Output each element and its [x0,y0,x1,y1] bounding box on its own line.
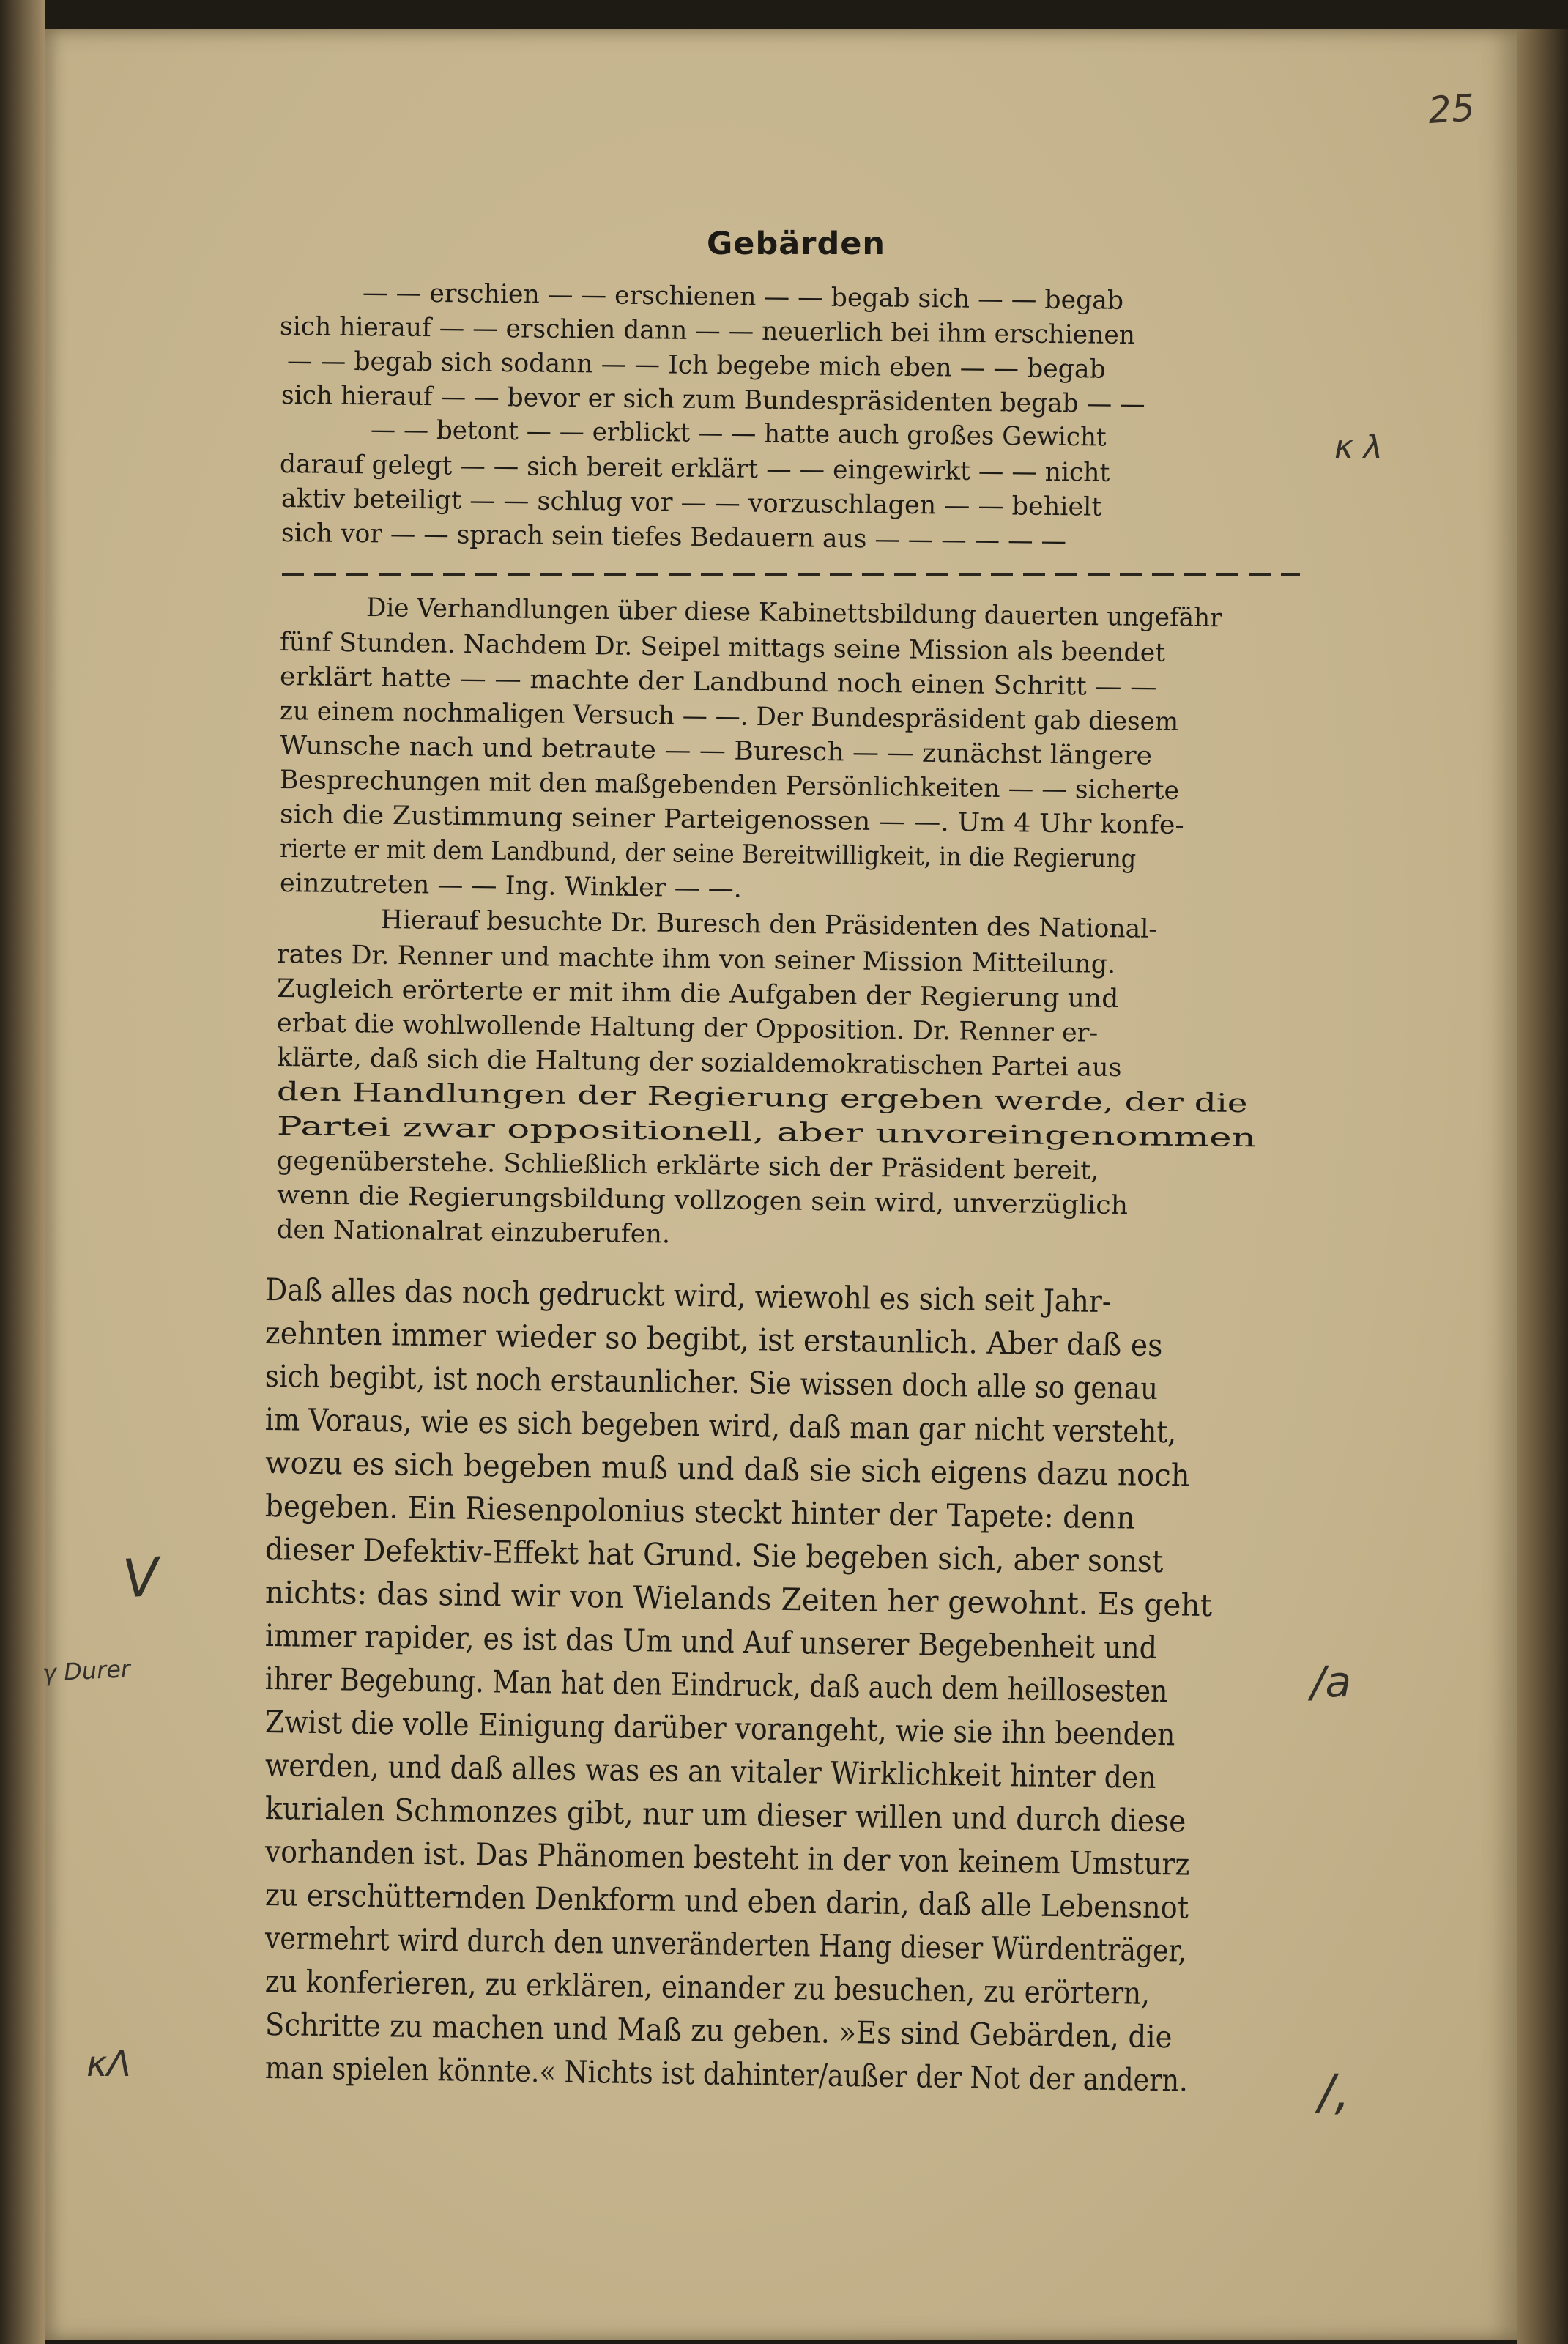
text-line: sich die Zustimmung seiner Parteigenossen — —. Um 4 Uhr konfe- [279,800,1184,841]
text-line: immer rapider, es ist das Um und Auf unserer Begebenheit und [264,1617,1158,1666]
text-line: vermehrt wird durch den unveränderten Hang dieser Würdenträger, [264,1920,1187,1969]
text-line: Wunsche nach und betraute — — Buresch — — zunächst längere [279,731,1153,771]
text-line: kurialen Schmonzes gibt, nur um dieser willen und durch diese [264,1790,1186,1839]
margin-note-right: κ λ [1334,429,1383,466]
margin-note-right: /, [1318,2064,1350,2121]
text-line: — — betont — — erblickt — — hatte auch großes Gewicht [370,415,1107,453]
text-line: wenn die Regierungsbildung vollzogen sein wird, unverzüglich [276,1181,1129,1221]
text-line: Besprechungen mit den maßgebenden Persönlichkeiten — — sicherte [279,765,1180,806]
text-line: erklärt hatte — — machte der Landbund noch einen Schritt — — [279,662,1157,702]
book-gutter [0,0,45,2344]
text-line: Partei zwar oppositionell, aber unvoreingenommen [276,1112,1257,1154]
margin-note-right: /a [1311,1657,1352,1707]
text-line: zu einem nochmaligen Versuch — —. Der Bundespräsident gab diesem [279,697,1179,737]
text-line: sich begibt, ist noch erstaunlicher. Sie wissen doch alle so genau [264,1358,1159,1407]
text-line: aktiv beteiligt — — schlug vor — — vorzuschlagen — — behielt [280,484,1102,522]
margin-note-left: V [121,1546,162,1610]
text-line: zu konferieren, zu erklären, einander zu besuchen, zu erörtern, [264,1963,1151,2011]
text-line: Schritte zu machen und Maß zu geben. »Es sind Gebärden, die [264,2006,1173,2055]
margin-note-left: γ Durer [42,1654,131,1688]
text-line: sich vor — — sprach sein tiefes Bedauern aus — — — — — — [280,519,1067,557]
text-line: im Voraus, wie es sich begeben wird, daß man gar nicht versteht, [264,1401,1177,1450]
margin-note-left: κΛ [86,2044,132,2085]
text-line: fünf Stunden. Nachdem Dr. Seipel mittags seine Mission als beendet [279,628,1166,668]
section-title: Gebärden [707,226,886,262]
text-line: rates Dr. Renner und machte ihm von seiner Mission Mitteilung. [276,940,1116,979]
text-line: ihrer Begebung. Man hat den Eindruck, daß auch dem heillosesten [264,1661,1168,1710]
text-line: — — begab sich sodann — — Ich begebe mich eben — — begab [286,346,1106,385]
text-line: einzutreten — — Ing. Winkler — —. [279,869,743,904]
text-line: darauf gelegt — — sich bereit erklärt — — eingewirkt — — nicht [279,450,1110,488]
text-line: sich hierauf — — erschien dann — — neuerlich bei ihm erschienen [279,312,1136,351]
text-line: Hierauf besuchte Dr. Buresch den Präsidenten des National- [380,905,1158,944]
dash-divider [282,573,1300,576]
text-line: wozu es sich begeben muß und daß sie sich eigens dazu noch [264,1444,1191,1494]
text-line: erbat die wohlwollende Haltung der Opposition. Dr. Renner er- [276,1009,1099,1048]
text-line: Zugleich erörterte er mit ihm die Aufgaben der Regierung und [276,974,1119,1015]
text-line: man spielen könnte.« Nichts ist dahinter/außer der Not der andern. [264,2050,1189,2099]
text-line: zehnten immer wieder so begibt, ist erstaunlich. Aber daß es [264,1315,1163,1364]
text-line: klärte, daß sich die Haltung der sozialdemokratischen Partei aus [276,1043,1122,1083]
text-line: sich hierauf — — bevor er sich zum Bundespräsidenten begab — — [280,381,1145,420]
page-number: 25 [1427,86,1476,133]
text-line: gegenüberstehe. Schließlich erklärte sich der Präsident bereit, [276,1146,1099,1186]
text-line: dieser Defektiv-Effekt hat Grund. Sie begeben sich, aber sonst [264,1531,1164,1580]
text-line: Zwist die volle Einigung darüber vorangeht, wie sie ihn beenden [264,1704,1175,1753]
page-edge [1517,29,1568,2344]
text-line: nichts: das sind wir von Wielands Zeiten her gewohnt. Es geht [264,1574,1213,1624]
text-line: — — erschien — — erschienen — — begab sich — — begab [362,278,1124,316]
text-line: Daß alles das noch gedruckt wird, wiewohl es sich seit Jahr- [264,1272,1112,1320]
text-line: vorhanden ist. Das Phänomen besteht in der von keinem Umsturz [264,1833,1190,1883]
text-line: den Handlungen der Regierung ergeben werde, der die [276,1078,1248,1119]
text-line: werden, und daß alles was es an vitaler Wirklichkeit hinter den [264,1747,1156,1795]
text-line: begeben. Ein Riesenpolonius steckt hinter der Tapete: denn [264,1488,1135,1536]
text-line: den Nationalrat einzuberufen. [276,1215,671,1250]
text-line: zu erschütternden Denkform und eben darin, daß alle Lebensnot [264,1877,1189,1926]
text-line: Die Verhandlungen über diese Kabinettsbildung dauerten ungefähr [365,593,1222,634]
text-line: rierte er mit dem Landbund, der seine Bereitwilligkeit, in die Regierung [279,834,1137,875]
